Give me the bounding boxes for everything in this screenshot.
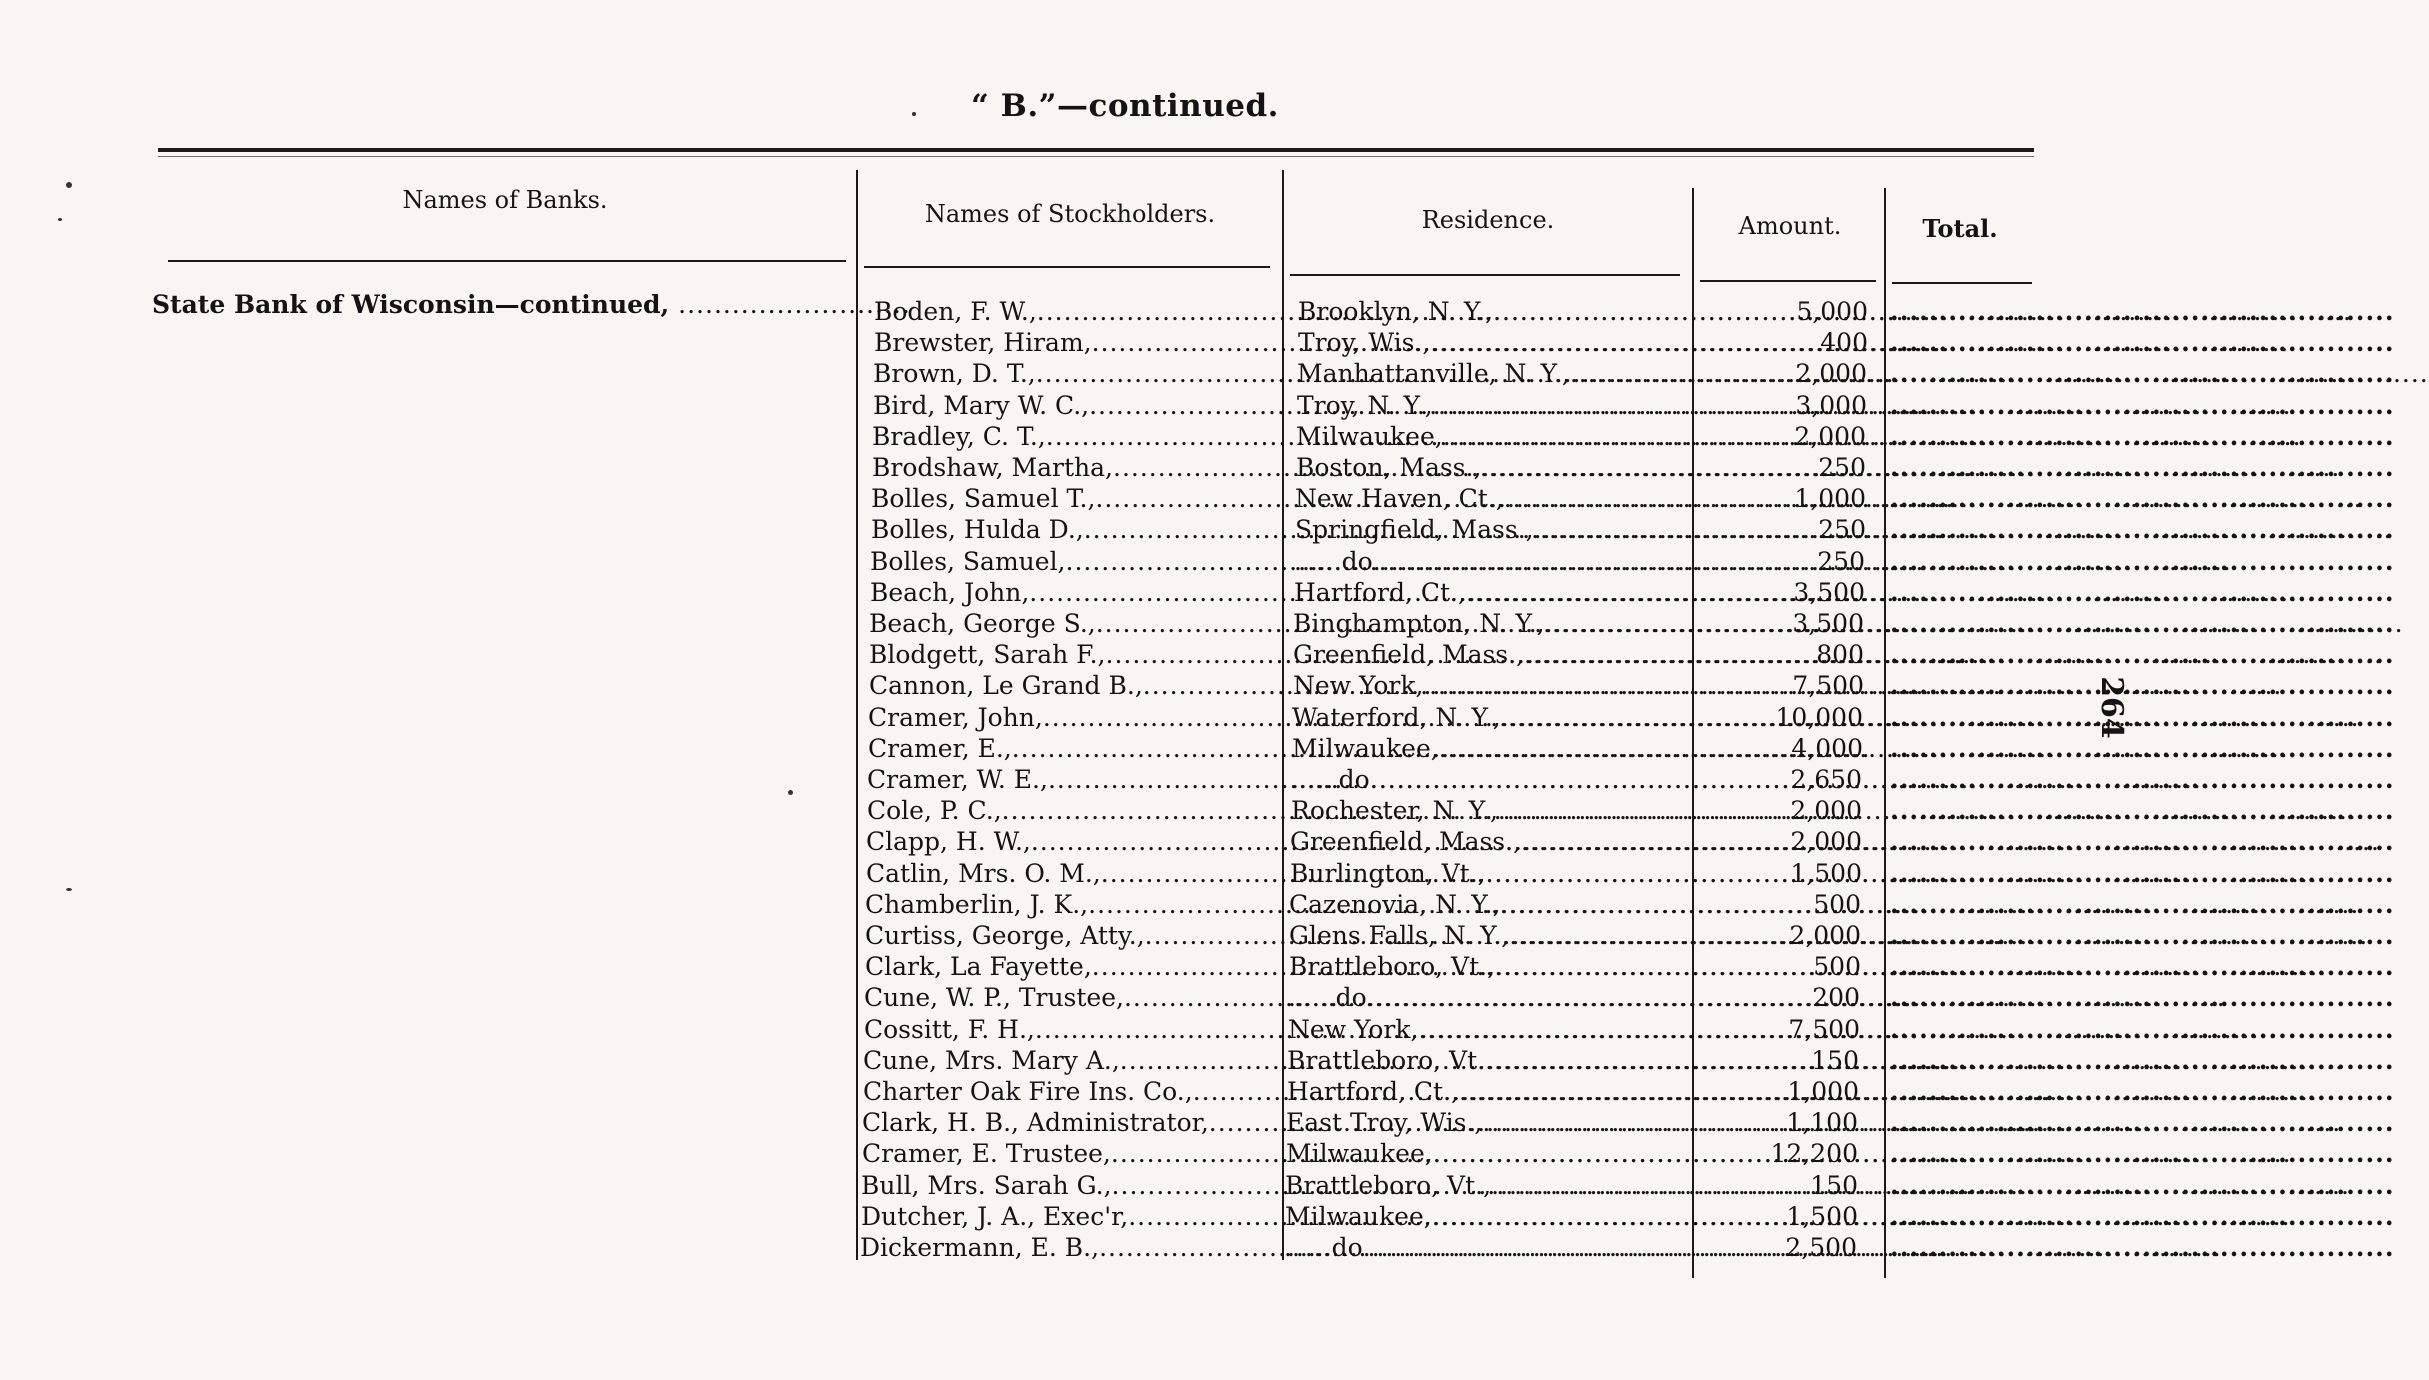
residence — [1292, 702, 1684, 733]
table-row — [0, 452, 2250, 483]
stockholder-name-text: Bird, Mary W. C., — [873, 390, 1090, 420]
amount: 1,100 — [1786, 1108, 1858, 1138]
residence-text: Hartford, Ct., — [1294, 577, 1466, 607]
amount: 250 — [1817, 546, 1865, 576]
stockholder-name — [868, 733, 1268, 764]
residence-text: Binghampton, N. Y., — [1293, 609, 1545, 638]
total-leader — [1890, 483, 2032, 514]
stockholder-name — [869, 670, 1269, 701]
stockholder-name — [870, 577, 1270, 608]
residence — [1291, 764, 1683, 795]
table-row — [0, 764, 2250, 795]
stockholder-name — [865, 889, 1265, 920]
total-leader — [1890, 795, 2032, 826]
header-residence: Residence. — [1421, 206, 1555, 234]
table-row — [0, 483, 2250, 514]
residence — [1289, 920, 1681, 951]
residence — [1285, 1170, 1677, 1201]
amount: 4,000 — [1791, 733, 1863, 763]
table-row — [0, 1232, 2250, 1263]
total-leader — [1890, 858, 2032, 889]
amount: 2,500 — [1785, 1233, 1857, 1262]
stockholder-name — [867, 795, 1267, 826]
table-row — [0, 608, 2250, 639]
residence — [1292, 733, 1684, 764]
residence — [1290, 858, 1682, 889]
residence-text: Brattleboro, Vt., — [1285, 1170, 1492, 1200]
amount: 2,000 — [1790, 827, 1862, 857]
total-leader — [1890, 296, 2032, 327]
residence — [1298, 296, 1690, 327]
paper-speck — [66, 888, 72, 891]
table-row — [0, 1076, 2250, 1107]
stockholder-name-text: Beach, George S., — [869, 609, 1096, 638]
stockholder-name — [871, 483, 1271, 514]
stockholder-name — [865, 920, 1265, 951]
stockholder-name — [867, 764, 1267, 795]
table-row — [0, 296, 2250, 327]
residence — [1289, 951, 1681, 982]
table-row — [0, 390, 2250, 421]
stockholder-name-text: Cossitt, F. H., — [864, 1014, 1035, 1044]
amount: 250 — [1818, 453, 1866, 482]
paper-speck — [788, 790, 793, 795]
stockholder-name — [873, 390, 1273, 421]
stockholder-name-text: Boden, F. W., — [874, 297, 1037, 326]
top-rule — [158, 148, 2034, 152]
residence — [1287, 1076, 1679, 1107]
residence — [1289, 889, 1681, 920]
residence — [1284, 1232, 1676, 1263]
amount: 2,000 — [1789, 921, 1861, 950]
table-row — [0, 1201, 2250, 1232]
total-leader — [1890, 639, 2032, 670]
table-row — [0, 733, 2250, 764]
stockholder-name — [874, 327, 1274, 358]
amount: 400 — [1820, 328, 1868, 358]
amount: 7,500 — [1792, 671, 1864, 701]
amount: 2,650 — [1790, 765, 1862, 794]
total-leader — [1890, 608, 2032, 639]
residence-text: Brattleboro, Vt. — [1287, 1045, 1486, 1075]
total-leader — [1890, 1045, 2032, 1076]
amount: 500 — [1813, 889, 1861, 919]
stockholder-name — [869, 639, 1269, 670]
table-row — [0, 982, 2250, 1013]
residence — [1290, 826, 1682, 857]
residence-text: ......do — [1284, 1233, 1363, 1262]
header-stockholder: Names of Stockholders. — [924, 200, 1216, 228]
header-total: Total. — [1922, 214, 1998, 243]
table-row — [0, 1107, 2250, 1138]
total-leader — [1890, 546, 2032, 577]
residence — [1288, 982, 1680, 1013]
stockholder-name-text: Catlin, Mrs. O. M., — [866, 858, 1101, 888]
stockholder-name-text: Blodgett, Sarah F., — [869, 640, 1106, 670]
stockholder-name — [872, 452, 1272, 483]
residence-text: Cazenovia, N. Y., — [1289, 889, 1501, 919]
header-underline — [1700, 280, 1876, 282]
residence-text: Burlington, Vt., — [1290, 858, 1486, 888]
total-leader — [1890, 421, 2032, 452]
residence — [1295, 514, 1687, 545]
residence-text: New York, — [1293, 671, 1424, 701]
header-underline — [1892, 282, 2032, 284]
page-title: “ B.”—continued. — [971, 88, 1279, 124]
residence — [1293, 639, 1685, 670]
residence-text: Brattleboro, Vt., — [1289, 952, 1496, 982]
table-row — [0, 670, 2250, 701]
total-leader — [1890, 1170, 2032, 1201]
stockholder-name — [863, 1076, 1263, 1107]
amount: 2,000 — [1795, 359, 1867, 389]
residence — [1286, 1138, 1678, 1169]
amount: 200 — [1812, 983, 1860, 1013]
stockholder-name-text: Cramer, W. E., — [867, 765, 1048, 794]
residence-text: Milwaukee, — [1296, 421, 1443, 451]
residence-text: Troy, Wis., — [1298, 328, 1431, 358]
amount: 250 — [1818, 515, 1866, 545]
amount: 1,500 — [1786, 1201, 1858, 1231]
amount: 150 — [1811, 1045, 1859, 1075]
total-leader — [1890, 982, 2032, 1013]
total-leader — [1890, 1014, 2032, 1045]
stockholder-name-text: Cole, P. C., — [867, 796, 1002, 826]
total-leader — [1890, 1201, 2032, 1232]
paper-speck — [58, 218, 62, 221]
residence-text: Waterford, N. Y., — [1292, 702, 1501, 732]
residence — [1291, 795, 1683, 826]
total-leader — [1890, 764, 2032, 795]
paper-speck — [912, 112, 916, 116]
header-bank: Names of Banks. — [402, 186, 608, 214]
stockholder-name-text: Clark, H. B., Administrator, — [862, 1108, 1209, 1138]
total-leader — [1890, 733, 2032, 764]
table-row — [0, 702, 2250, 733]
stockholder-name — [864, 1014, 1264, 1045]
stockholder-name-text: Cune, W. P., Trustee, — [864, 983, 1124, 1013]
amount: 2,000 — [1794, 421, 1866, 451]
stockholder-name — [868, 702, 1268, 733]
stockholder-name-text: Cramer, E. Trustee, — [862, 1139, 1111, 1169]
residence-text: New Haven, Ct., — [1295, 484, 1504, 514]
amount: 500 — [1813, 952, 1861, 982]
stockholder-name-text: Clark, La Fayette, — [865, 952, 1092, 982]
header-amount: Amount. — [1738, 212, 1842, 240]
stockholder-name-text: Cune, Mrs. Mary A., — [863, 1045, 1120, 1075]
residence — [1297, 358, 1689, 389]
top-rule-thin — [158, 156, 2034, 157]
table-row — [0, 546, 2250, 577]
stockholder-name-text: Bull, Mrs. Sarah G., — [861, 1170, 1112, 1200]
amount: 3,500 — [1792, 609, 1864, 638]
table-row — [0, 421, 2250, 452]
table-row — [0, 1138, 2250, 1169]
residence-text: Brooklyn, N. Y., — [1298, 297, 1494, 326]
amount: 1,000 — [1787, 1077, 1859, 1106]
total-leader — [1890, 889, 2032, 920]
stockholder-name — [870, 546, 1270, 577]
amount: 10,000 — [1775, 702, 1863, 732]
stockholder-name-text: Brodshaw, Martha, — [872, 453, 1113, 482]
total-leader — [1890, 327, 2032, 358]
stockholder-name — [861, 1201, 1261, 1232]
table-row — [0, 826, 2250, 857]
stockholder-name — [872, 421, 1272, 452]
stockholder-name-text: Curtiss, George, Atty., — [865, 921, 1145, 950]
total-leader — [1890, 1138, 2032, 1169]
amount: 150 — [1810, 1170, 1858, 1200]
residence-text: Glens Falls, N. Y., — [1289, 921, 1510, 950]
table-row — [0, 358, 2250, 389]
stockholder-name-text: Bolles, Samuel T., — [871, 484, 1096, 514]
stockholder-name — [861, 1170, 1261, 1201]
bank-name-text: State Bank of Wisconsin—continued, — [152, 290, 670, 319]
residence — [1294, 546, 1686, 577]
residence — [1295, 483, 1687, 514]
stockholder-name — [862, 1107, 1262, 1138]
header-underline — [168, 260, 846, 262]
residence — [1288, 1014, 1680, 1045]
stockholder-name — [866, 858, 1266, 889]
stockholder-name-text: Bradley, C. T., — [872, 421, 1046, 451]
total-leader — [1890, 514, 2032, 545]
amount: 1,000 — [1794, 484, 1866, 514]
table-row — [0, 951, 2250, 982]
residence — [1296, 452, 1688, 483]
table-row — [0, 327, 2250, 358]
table-row — [0, 639, 2250, 670]
stockholder-name-text: Charter Oak Fire Ins. Co., — [863, 1077, 1193, 1106]
page-number: 264 — [2093, 676, 2129, 739]
stockholder-name-text: Dutcher, J. A., Exec'r, — [861, 1201, 1129, 1231]
table-row — [0, 858, 2250, 889]
header-underline — [1290, 274, 1680, 276]
table-row — [0, 795, 2250, 826]
residence-text: ......do — [1294, 546, 1373, 576]
stockholder-name — [869, 608, 1269, 639]
residence — [1285, 1201, 1677, 1232]
stockholder-name-text: Cannon, Le Grand B., — [869, 671, 1143, 701]
stockholder-name-text: Brewster, Hiram, — [874, 328, 1092, 358]
total-leader — [1890, 1076, 2032, 1107]
residence-text: ......do — [1291, 765, 1370, 794]
residence-text: Boston, Mass., — [1296, 453, 1482, 482]
total-leader — [1890, 670, 2032, 701]
amount: 800 — [1816, 640, 1864, 670]
residence — [1298, 327, 1690, 358]
amount: 3,000 — [1795, 390, 1867, 420]
residence — [1296, 421, 1688, 452]
residence — [1293, 670, 1685, 701]
stockholder-name — [864, 982, 1264, 1013]
stockholder-name-text: Dickermann, E. B., — [860, 1233, 1100, 1262]
amount: 7,500 — [1788, 1014, 1860, 1044]
stockholder-name — [865, 951, 1265, 982]
amount: 2,000 — [1790, 796, 1862, 826]
amount: 3,500 — [1793, 577, 1865, 607]
table-row — [0, 1170, 2250, 1201]
residence-text: Greenfield, Mass., — [1293, 640, 1525, 670]
amount: 5,000 — [1796, 297, 1868, 326]
stockholder-name — [866, 826, 1266, 857]
total-leader — [1890, 577, 2032, 608]
stockholder-name-text: Cramer, E., — [868, 733, 1012, 763]
residence — [1294, 577, 1686, 608]
residence — [1286, 1107, 1678, 1138]
table-row — [0, 889, 2250, 920]
table-row — [0, 514, 2250, 545]
table-row — [0, 577, 2250, 608]
stockholder-name — [862, 1138, 1262, 1169]
table-row — [0, 1045, 2250, 1076]
residence-text: Troy, N. Y., — [1297, 390, 1433, 420]
stockholder-name — [860, 1232, 1260, 1263]
stockholder-name-text: Brown, D. T., — [873, 359, 1036, 389]
stockholder-name-text: Clapp, H. W., — [866, 827, 1031, 857]
stockholder-name-text: Bolles, Hulda D., — [871, 515, 1084, 545]
bank-name: State Bank of Wisconsin—continued, .......................... — [152, 290, 911, 319]
total-leader — [1890, 951, 2032, 982]
residence-text: Milwaukee, — [1286, 1139, 1433, 1169]
total-leader — [1890, 826, 2032, 857]
stockholder-name — [873, 358, 1273, 389]
total-leader — [1890, 1232, 2032, 1263]
stockholder-name — [863, 1045, 1263, 1076]
stockholder-name-text: Bolles, Samuel, — [870, 546, 1066, 576]
table-row — [0, 1014, 2250, 1045]
total-leader — [1890, 702, 2032, 733]
residence-text: Hartford, Ct., — [1287, 1077, 1459, 1106]
residence-text: East Troy, Wis., — [1286, 1108, 1483, 1138]
residence-text: Milwaukee, — [1285, 1201, 1432, 1231]
table-row — [0, 920, 2250, 951]
stockholder-name-text: Cramer, John, — [868, 702, 1043, 732]
paper-speck — [66, 182, 72, 188]
residence-text: New York, — [1288, 1014, 1419, 1044]
amount: 12,200 — [1770, 1139, 1858, 1169]
header-underline — [864, 266, 1270, 268]
total-leader — [1890, 920, 2032, 951]
amount: 1,500 — [1790, 858, 1862, 888]
total-leader — [1890, 390, 2032, 421]
total-leader — [1890, 452, 2032, 483]
stockholder-name — [871, 514, 1271, 545]
residence — [1293, 608, 1685, 639]
total-leader — [1890, 1107, 2032, 1138]
residence-text: Milwaukee, — [1292, 733, 1439, 763]
residence-text: Rochester, N. Y., — [1291, 796, 1498, 826]
residence-text: Greenfield, Mass., — [1290, 827, 1522, 857]
residence — [1287, 1045, 1679, 1076]
stockholder-name-text: Beach, John, — [870, 577, 1030, 607]
residence-text: Manhattanville, N. Y., — [1297, 359, 1570, 389]
residence — [1297, 390, 1689, 421]
stockholder-name-text: Chamberlin, J. K., — [865, 889, 1089, 919]
total-leader — [1890, 358, 2032, 389]
residence-text: Springfield, Mass., — [1295, 515, 1534, 545]
stockholder-name — [874, 296, 1274, 327]
residence-text: ......do — [1288, 983, 1367, 1013]
